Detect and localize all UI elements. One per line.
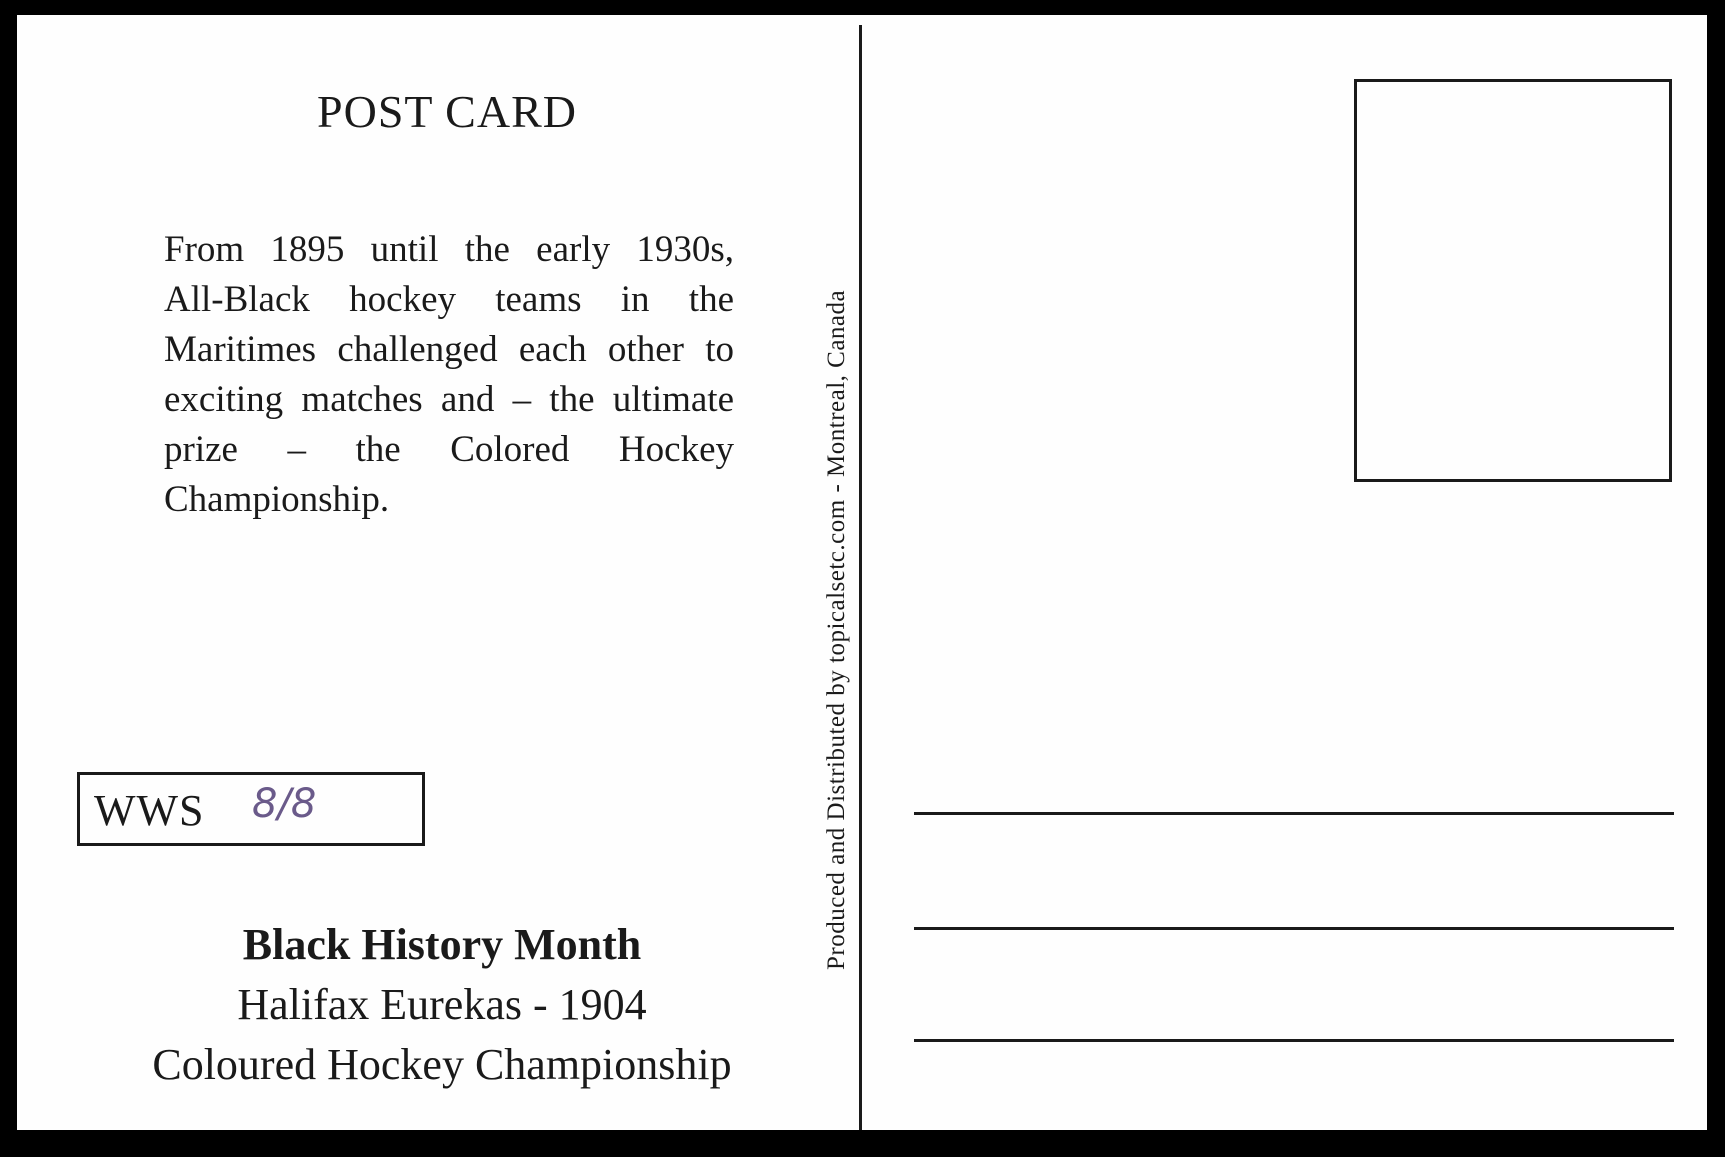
postcard-back [17,15,1707,1130]
footer-subtitle: Halifax Eurekas - 1904 [237,980,647,1029]
description-text: From 1895 until the early 1930s, All-Black hockey teams in the Maritimes challenged each other to exciting matches and – the ultimate prize – the Colored Hockey Championship. [164,229,734,520]
postcard-heading: POST CARD [317,86,577,137]
edition-number: 8/8 [252,781,317,827]
publisher-credit: Produced and Distributed by topicalsetc.com - Montreal, Canada [823,289,850,970]
stamp-box [1354,79,1672,482]
footer-subtitle-2: Coloured Hockey Championship [152,1040,732,1089]
address-line [914,812,1674,815]
edition-label: WWS [94,786,205,835]
address-line [914,927,1674,930]
footer-caption [77,915,807,1095]
footer-title: Black History Month [242,920,642,969]
center-divider [859,25,862,1130]
edition-box [77,772,425,846]
address-line [914,1039,1674,1042]
